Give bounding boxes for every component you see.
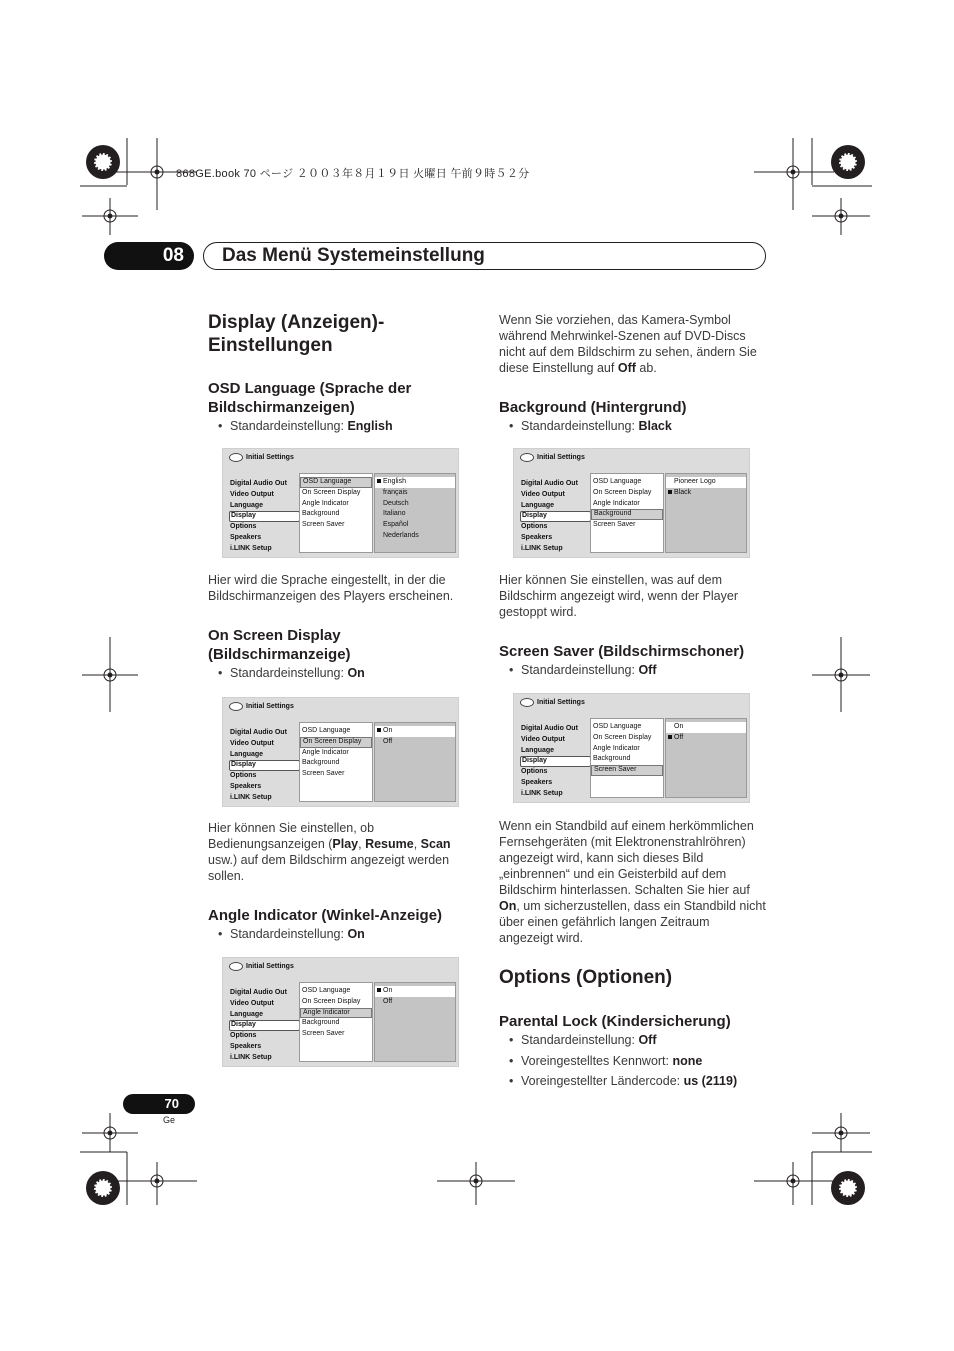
parental-lock-country-code: • Voreingestellter Ländercode: us (2119) (509, 1074, 738, 1088)
parental-lock-heading: Parental Lock (Kindersicherung) (499, 1013, 731, 1030)
disc-icon (520, 698, 534, 707)
language-code: Ge (163, 1115, 176, 1125)
osd-screen-angle: Initial Settings Digital Audio Out Video Output Language Display Options Speakers i.LINK Setup OSD Language On Screen Display Angle Indicator Background Screen Saver On Off (222, 957, 459, 1067)
angle-indicator-heading: Angle Indicator (Winkel-Anzeige) (208, 907, 443, 924)
background-description: Hier können Sie einstellen, was auf dem Bildschirm angezeigt wird, wenn der Player gestoppt wird. (499, 573, 738, 619)
parental-lock-password: • Voreingestelltes Kennwort: none (509, 1054, 703, 1068)
osd-language-description: Hier wird die Sprache eingestellt, in der die Bildschirmanzeigen des Players erscheinen. (208, 573, 454, 603)
disc-icon (520, 453, 534, 462)
on-screen-display-heading: On Screen Display (Bildschirmanzeige) (208, 627, 351, 663)
osd-language-heading: OSD Language (Sprache der Bildschirmanzeigen) (208, 380, 412, 416)
book-info-line: 868GE.book 70 ページ ２００３年８月１９日 火曜日 午前９時５２分 (176, 168, 530, 180)
chapter-title: Das Menü Systemeinstellung (203, 242, 766, 270)
section-title-display: Display (Anzeigen)- Einstellungen (208, 312, 385, 356)
screen-saver-default: • Standardeinstellung: Off (509, 663, 657, 677)
angle-indicator-description: Wenn Sie vorziehen, das Kamera-Symbol während Mehrwinkel-Szenen auf DVD-Discs nicht auf dem Bildschirm zu sehen, ändern Sie diese Einstellung auf Off ab. (499, 313, 757, 375)
on-screen-display-default: • Standardeinstellung: On (218, 666, 365, 680)
options-title: Options (Optionen) (499, 967, 673, 988)
parental-lock-default: • Standardeinstellung: Off (509, 1033, 657, 1047)
disc-icon (229, 453, 243, 462)
osd-language-default: • Standardeinstellung: English (218, 419, 393, 433)
screen-saver-description: Wenn ein Standbild auf einem herkömmlichen Fernsehgeräten (mit Elektronenstrahlröhren) angezeigt wird, kann sich dieses Bild „einbrennen“ und ein Geisterbild auf dem Bildschirm hinterlassen. Schalten Sie hier auf On, um sicherzustellen, dass ein Standbild nicht über einen gefährlich langen Zeitraum angezeigt wird. (499, 819, 766, 945)
on-screen-display-description: Hier können Sie einstellen, ob Bedienungsanzeigen (Play, Resume, Scan usw.) auf dem Bildschirm angezeigt werden sollen. (208, 821, 451, 883)
background-heading: Background (Hintergrund) (499, 399, 687, 416)
screen-saver-heading: Screen Saver (Bildschirmschoner) (499, 643, 745, 660)
background-default: • Standardeinstellung: Black (509, 419, 672, 433)
osd-screen-language: Initial Settings Digital Audio Out Video Output Language Display Options Speakers i.LINK Setup OSD Language On Screen Display Angle Indicator Background Screen Saver English français Deutsch Italiano Español Nederlands (222, 448, 459, 558)
osd-screen-saver: Initial Settings Digital Audio Out Video Output Language Display Options Speakers i.LINK Setup OSD Language On Screen Display Angle Indicator Background Screen Saver On Off (513, 693, 750, 803)
page-number: 70 (123, 1094, 195, 1114)
angle-indicator-default: • Standardeinstellung: On (218, 927, 365, 941)
disc-icon (229, 962, 243, 971)
chapter-number: 08 (104, 242, 194, 270)
disc-icon (229, 702, 243, 711)
osd-screen-background: Initial Settings Digital Audio Out Video Output Language Display Options Speakers i.LINK Setup OSD Language On Screen Display Angle Indicator Background Screen Saver Pioneer Logo Black (513, 448, 750, 558)
osd-screen-display: Initial Settings Digital Audio Out Video Output Language Display Options Speakers i.LINK Setup OSD Language On Screen Display Angle Indicator Background Screen Saver On Off (222, 697, 459, 807)
